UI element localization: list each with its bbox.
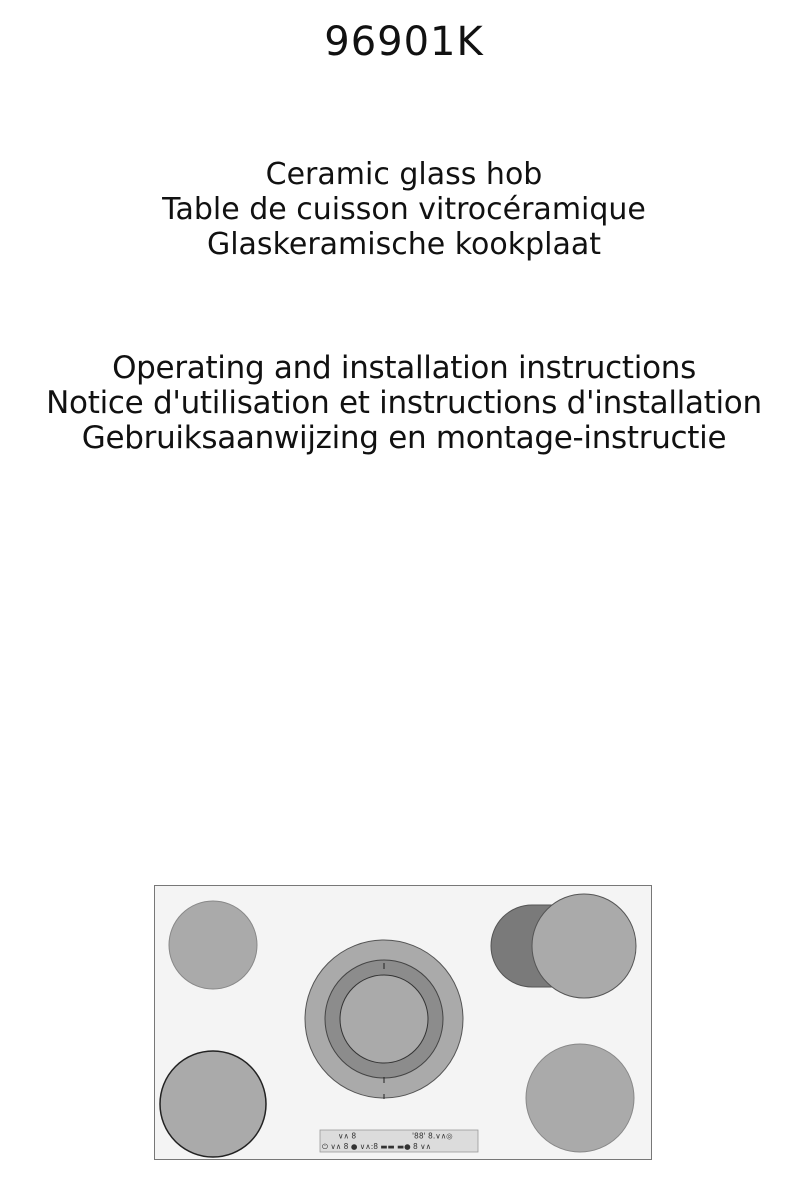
model-number: 96901K (324, 19, 484, 65)
cooking-zone-rear-right-extended (491, 894, 636, 998)
control-row-1-right: '88' 8.∨∧◎ (412, 1131, 453, 1141)
product-title-en: Ceramic glass hob (265, 157, 543, 192)
manual-title-fr: Notice d'utilisation et instructions d'installation (46, 385, 762, 421)
centre-zone-inner-ring (340, 975, 428, 1063)
hob-illustration (154, 885, 652, 1160)
manual-title-en: Operating and installation instructions (112, 350, 696, 386)
manual-title-nl: Gebruiksaanwijzing en montage-instructie (81, 420, 727, 456)
product-title-nl: Glaskeramische kookplaat (206, 227, 602, 262)
cooking-zone-front-left (160, 1051, 266, 1157)
product-title-fr: Table de cuisson vitrocéramique (162, 192, 646, 227)
manual-title-block (0, 351, 808, 456)
control-row-2: ⏻ ∨∧ 8 ● ∨∧:8 ▬▬ ▬● 8 ∨∧ (322, 1142, 432, 1151)
cooking-zone-front-right (526, 1044, 634, 1152)
control-row-1-left: ∨∧ 8 (338, 1131, 357, 1141)
extended-zone-round (532, 894, 636, 998)
control-panel (320, 1130, 478, 1152)
cooking-zone-rear-left (169, 901, 257, 989)
product-title-block (0, 157, 808, 262)
cooking-zone-centre-triple (305, 940, 463, 1099)
